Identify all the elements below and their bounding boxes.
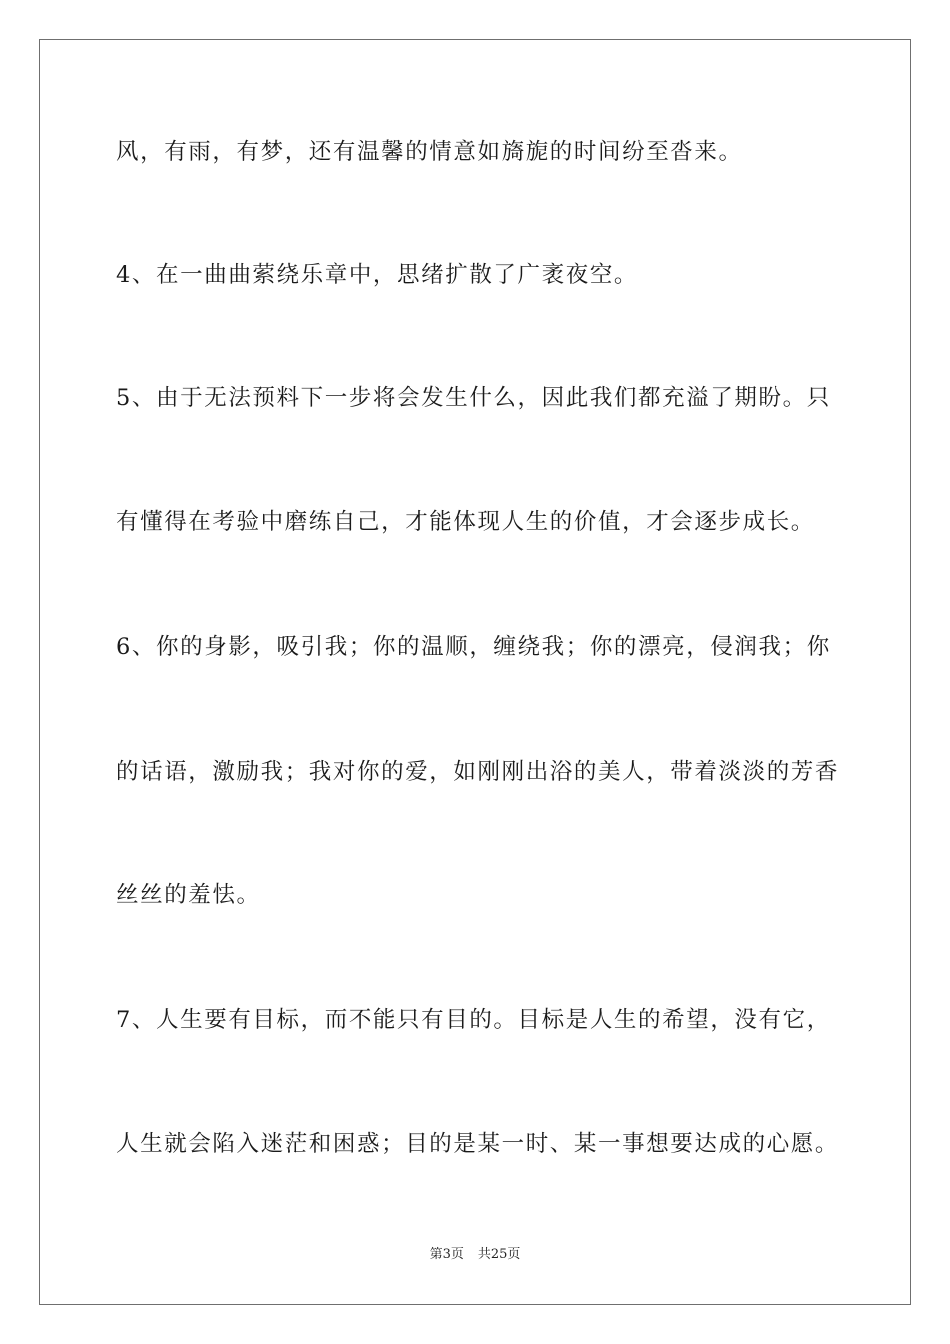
text-line: 人生就会陷入迷茫和困惑；目的是某一时、某一事想要达成的心愿。	[116, 1131, 840, 1157]
page-footer	[0, 1246, 950, 1264]
text-line: 的话语，激励我；我对你的爱，如刚刚出浴的美人，带着淡淡的芳香	[116, 759, 840, 785]
page-border	[39, 39, 911, 1305]
text-line: 丝丝的羞怯。	[116, 882, 261, 908]
text-line: 有懂得在考验中磨练自己，才能体现人生的价值，才会逐步成长。	[116, 509, 815, 535]
text-line: 6、你的身影，吸引我；你的温顺，缠绕我；你的漂亮，侵润我；你	[116, 634, 831, 660]
text-line: 5、由于无法预料下一步将会发生什么，因此我们都充溢了期盼。只	[116, 385, 831, 411]
page-number: 第3页	[429, 1247, 464, 1262]
text-line: 7、人生要有目标，而不能只有目的。目标是人生的希望，没有它，	[116, 1007, 831, 1033]
page-total: 共25页	[477, 1247, 521, 1262]
text-line: 风，有雨，有梦，还有温馨的情意如旖旎的时间纷至沓来。	[116, 139, 743, 165]
text-line: 4、在一曲曲萦绕乐章中，思绪扩散了广袤夜空。	[116, 262, 639, 288]
